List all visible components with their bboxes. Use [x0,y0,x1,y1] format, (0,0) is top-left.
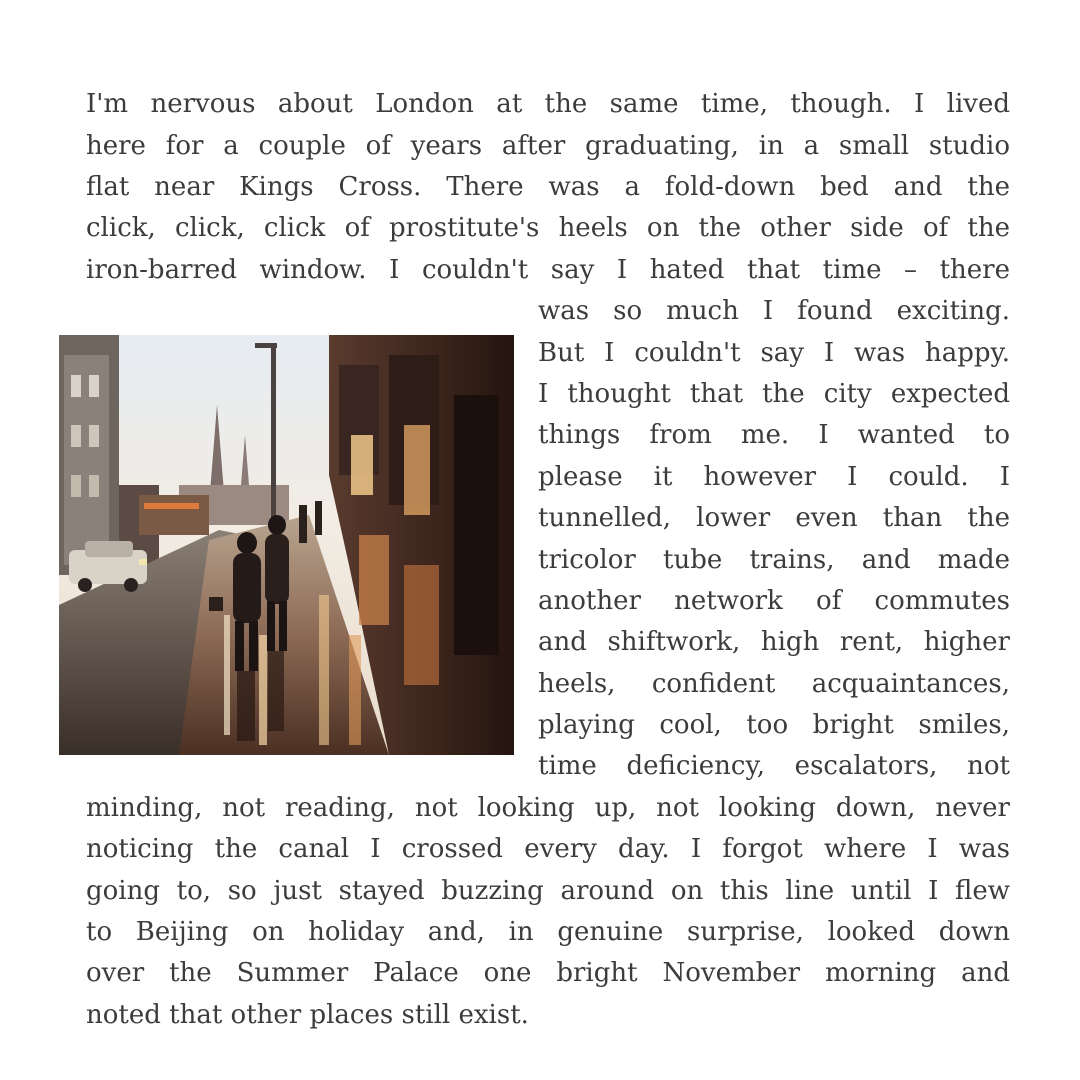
text-line: tunnelled, lower even than the [538,503,1010,533]
text-line: But I couldn't say I was happy. [538,338,1010,368]
text-line: tricolor tube trains, and made [538,545,1010,575]
text-line: I'm nervous about London at the same time, though. I lived [86,89,1010,119]
text-line: playing cool, too bright smiles, [538,710,1010,740]
text-line: noted that other places still exist. [86,1000,529,1030]
text-line: noticing the canal I crossed every day. I forgot where I was [86,834,1010,864]
text-line: please it however I could. I [538,462,1010,492]
text-line: flat near Kings Cross. There was a fold-down bed and the [86,172,1010,202]
text-line: over the Summer Palace one bright November morning and [86,958,1010,988]
text-line: things from me. I wanted to [538,420,1010,450]
text-line: and shiftwork, high rent, higher [538,627,1010,657]
text-line: I thought that the city expected [538,379,1010,409]
text-line: here for a couple of years after graduating, in a small studio [86,131,1010,161]
text-line: minding, not reading, not looking up, not looking down, never [86,793,1010,823]
text-line: heels, confident acquaintances, [538,669,1010,699]
text-line: to Beijing on holiday and, in genuine surprise, looked down [86,917,1010,947]
text-line: another network of commutes [538,586,1010,616]
text-line: time deficiency, escalators, not [538,751,1010,781]
street-painting-image [59,335,514,755]
text-line: iron-barred window. I couldn't say I hated that time – there [86,255,1010,285]
text-line: going to, so just stayed buzzing around on this line until I flew [86,876,1010,906]
text-line: was so much I found exciting. [538,296,1010,326]
text-line: click, click, click of prostitute's heels on the other side of the [86,213,1010,243]
